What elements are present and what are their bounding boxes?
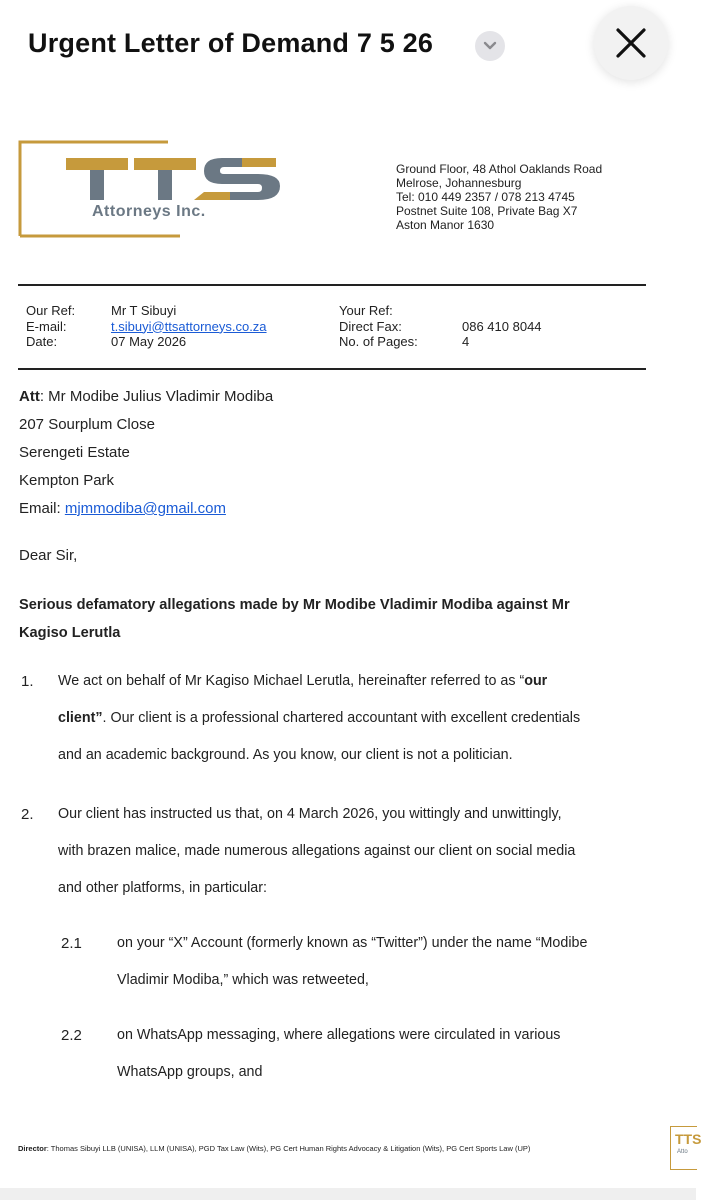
recipient-email-label: Email: xyxy=(19,500,65,517)
subparagraph-2-1 xyxy=(117,925,587,999)
ref-labels-left xyxy=(26,303,75,350)
director-footer xyxy=(18,1144,530,1153)
subparagraph-2-2 xyxy=(117,1017,560,1091)
title-dropdown-button[interactable] xyxy=(475,31,505,61)
our-ref-value: Mr T Sibuyi xyxy=(111,303,177,318)
paragraph-1 xyxy=(58,663,580,774)
divider xyxy=(18,284,646,286)
paragraph-line: WhatsApp groups, and xyxy=(117,1064,263,1080)
pages-value: 4 xyxy=(462,334,470,349)
address-line: Melrose, Johannesburg xyxy=(396,176,522,190)
text-run: client” xyxy=(58,710,103,726)
ref-values-right xyxy=(462,303,542,350)
document-header xyxy=(0,0,696,92)
paragraph-line: and an academic background. As you know, our client is not a politician. xyxy=(58,747,513,763)
paragraph-line: on WhatsApp messaging, where allegations were circulated in various xyxy=(117,1027,561,1043)
text-run: our xyxy=(524,673,548,689)
text-run: We act on behalf of Mr Kagiso Michael Lerutla, hereinafter referred to as “ xyxy=(58,673,525,689)
divider xyxy=(18,368,646,370)
director-text: : Thomas Sibuyi LLB (UNISA), LLM (UNISA), PGD Tax Law (Wits), PG Cert Human Rights Advocacy & Litigation (Wits), PG Cert Sports Law (UP) xyxy=(46,1144,531,1153)
paragraph-line: Vladimir Modiba,” which was retweeted, xyxy=(117,972,369,988)
chevron-down-icon xyxy=(483,41,497,51)
att-name: : Mr Modibe Julius Vladimir Modiba xyxy=(39,388,274,405)
address-line: Ground Floor, 48 Athol Oaklands Road xyxy=(396,162,603,176)
subparagraph-number: 2.1 xyxy=(61,935,82,952)
next-page-logo-thumbnail xyxy=(670,1126,701,1170)
close-icon xyxy=(614,26,648,60)
att-label: Att xyxy=(19,388,40,405)
your-ref-label: Your Ref: xyxy=(339,303,393,318)
recipient-address-line: 207 Sourplum Close xyxy=(19,416,155,433)
email-label: E-mail: xyxy=(26,318,67,334)
sender-email-link[interactable]: t.sibuyi@ttsattorneys.co.za xyxy=(111,318,267,334)
pages-label: No. of Pages: xyxy=(339,334,418,349)
logo-wordmark: Attorneys Inc. xyxy=(92,203,206,220)
tts-attorneys-logo xyxy=(18,140,286,238)
paragraph-line xyxy=(58,700,580,737)
date-label: Date: xyxy=(26,334,58,349)
paragraph-line xyxy=(58,663,580,700)
recipient-email-link[interactable]: mjmmodiba@gmail.com xyxy=(64,500,226,517)
fax-value: 086 410 8044 xyxy=(462,318,542,334)
mini-logo-sub: Atto xyxy=(677,1149,688,1155)
document-title[interactable]: Urgent Letter of Demand 7 5 26 xyxy=(28,28,434,58)
director-label: Director xyxy=(18,1144,47,1153)
fax-label: Direct Fax: xyxy=(339,318,402,334)
paragraph-line: with brazen malice, made numerous allegations against our client on social media xyxy=(58,843,576,859)
mini-logo-text: TTS xyxy=(675,1131,701,1147)
paragraph-number: 2. xyxy=(21,806,34,823)
address-line: Tel: 010 449 2357 / 078 213 4745 xyxy=(396,190,575,204)
ref-values-left xyxy=(111,303,267,350)
address-line: Aston Manor 1630 xyxy=(396,218,495,232)
paragraph-line: Our client has instructed us that, on 4 March 2026, you wittingly and unwittingly, xyxy=(58,806,562,822)
subject-line: Serious defamatory allegations made by Mr Modibe Vladimir Modiba against Mr xyxy=(19,597,570,613)
firm-address xyxy=(396,162,602,232)
address-line: Postnet Suite 108, Private Bag X7 xyxy=(396,204,578,218)
text-run: . Our client is a professional chartered accountant with excellent credentials xyxy=(102,710,581,726)
date-value: 07 May 2026 xyxy=(111,334,187,349)
paragraph-number: 1. xyxy=(21,673,34,690)
subparagraph-number: 2.2 xyxy=(61,1027,82,1044)
our-ref-label: Our Ref: xyxy=(26,303,76,318)
att-line xyxy=(19,388,273,405)
paragraph-line: and other platforms, in particular: xyxy=(58,880,267,896)
close-button[interactable] xyxy=(594,6,668,80)
recipient-address-line: Kempton Park xyxy=(19,472,115,489)
your-ref-value xyxy=(462,303,542,319)
subject-line: Kagiso Lerutla xyxy=(19,625,121,641)
salutation: Dear Sir, xyxy=(19,547,78,564)
paragraph-2 xyxy=(58,796,575,907)
paragraph-line: on your “X” Account (formerly known as “Twitter”) under the name “Modibe xyxy=(117,935,588,951)
page-edge xyxy=(0,1188,696,1200)
recipient-address-line: Serengeti Estate xyxy=(19,444,130,461)
ref-labels-right xyxy=(339,303,418,350)
recipient-email-line xyxy=(19,500,226,517)
